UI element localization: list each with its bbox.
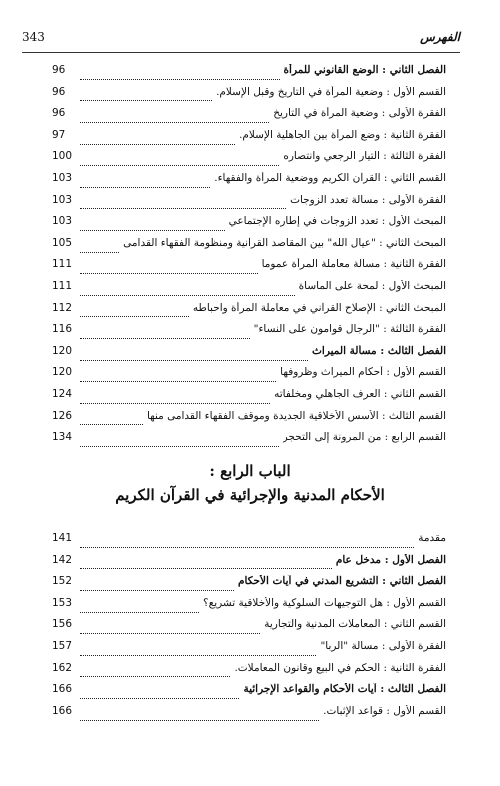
- toc-entry-label: مقدمة: [418, 532, 446, 544]
- toc-entry-page: 116: [52, 323, 73, 336]
- dot-leader: [80, 567, 332, 569]
- toc-entry: [52, 575, 446, 597]
- dot-leader: [80, 121, 269, 123]
- toc-entry: [52, 662, 446, 684]
- page-number: 343: [22, 30, 45, 44]
- dot-leader: [80, 359, 308, 361]
- toc-entry-label: القسم الثاني : القرآن الكريم ووضعية المرأة والفقهاء.: [214, 171, 446, 184]
- dot-leader: [80, 272, 258, 274]
- dot-leader: [80, 380, 276, 382]
- dot-leader: [80, 402, 270, 404]
- toc-entry-label: الفصل الثاني : التشريع المدني في آيات الأحكام: [237, 575, 446, 588]
- toc-entry: [52, 258, 446, 280]
- toc-entry-page: 141: [52, 532, 73, 544]
- toc-entry-page: 105: [52, 236, 73, 249]
- toc-entry: [52, 86, 446, 108]
- toc-entry: [52, 129, 446, 151]
- toc-entry: [52, 597, 446, 619]
- toc-entry: [52, 323, 446, 345]
- toc-entry-label: الفقرة الثالثة : "الرجال قوامون على النساء": [253, 323, 446, 336]
- toc-entry-page: 142: [52, 553, 73, 566]
- dot-leader: [80, 164, 279, 166]
- dot-leader: [80, 589, 234, 591]
- toc-entry: [52, 532, 446, 554]
- toc-entry-label: المبحث الثاني : "عيال الله" بين المقاصد القرآنية ومنظومة الفقهاء القدامى: [123, 236, 446, 249]
- toc-entry-label: الفقرة الأولى : مسألة "الربا": [320, 639, 446, 652]
- running-title: الفهرس: [420, 30, 460, 44]
- toc-entry-label: القسم الأول : هل التوجيهات السلوكية والأخلاقية تشريع؟: [203, 596, 446, 609]
- dot-leader: [80, 315, 189, 317]
- toc-entry: [52, 618, 446, 640]
- toc-entry-label: الفقرة الثانية : الحكم في البيع وقانون المعاملات.: [234, 661, 446, 674]
- dot-leader: [80, 229, 225, 231]
- dot-leader: [80, 445, 279, 447]
- toc-entry-page: 111: [52, 258, 73, 271]
- part-heading-line2: الأحكام المدنية والإجرائية في القرآن الكريم: [115, 486, 385, 504]
- toc-entry-label: الفقرة الثالثة : التيار الرجعي وانتصاره: [283, 150, 446, 163]
- toc-section-1: [52, 64, 446, 453]
- toc-entry: [52, 64, 446, 86]
- toc-entry-page: 134: [52, 431, 73, 444]
- toc-entry: [52, 280, 446, 302]
- toc-entry-page: 103: [52, 171, 73, 184]
- dot-leader: [80, 632, 260, 634]
- toc-entry-page: 111: [52, 279, 73, 292]
- toc-entry: [52, 683, 446, 705]
- dot-leader: [80, 423, 143, 425]
- dot-leader: [80, 143, 235, 145]
- toc-entry: [52, 705, 446, 727]
- toc-entry: [52, 366, 446, 388]
- dot-leader: [80, 611, 199, 613]
- toc-entry-label: الفصل الأول : مدخل عام: [335, 553, 446, 566]
- toc-entry: [52, 150, 446, 172]
- toc-entry-page: 96: [52, 107, 66, 120]
- toc-entry-label: الفصل الثاني : الوضع القانوني للمرأة: [283, 64, 446, 76]
- toc-entry: [52, 640, 446, 662]
- dot-leader: [80, 78, 280, 80]
- toc-entry-label: المبحث الثاني : الإصلاح القرآني في معاملة المرأة واحباطه: [192, 301, 446, 314]
- dot-leader: [80, 186, 210, 188]
- toc-entry-label: القسم الأول : قواعد الإثبات.: [323, 704, 446, 717]
- toc-entry: [52, 107, 446, 129]
- toc-entry-label: الفصل الثالث : آيات الأحكام والقواعد الإجرائية: [243, 683, 446, 696]
- toc-entry: [52, 172, 446, 194]
- toc-entry-label: القسم الثالث : الأسس الأخلاقية الجديدة وموقف الفقهاء القدامى منها: [146, 409, 446, 422]
- toc-entry-page: 153: [52, 596, 73, 609]
- toc-entry-label: الفقرة الأولى : وضعية المرأة في التاريخ: [273, 107, 446, 120]
- part-heading-line1: الباب الرابع :: [209, 462, 291, 480]
- toc-entry-page: 103: [52, 215, 73, 228]
- dot-leader: [80, 337, 250, 339]
- toc-entry-label: القسم الثاني : المعاملات المدنية والتجارية: [264, 618, 446, 631]
- dot-leader: [80, 294, 295, 296]
- toc-entry-page: 97: [52, 128, 66, 141]
- toc-entry: [52, 194, 446, 216]
- toc-entry-page: 112: [52, 301, 73, 314]
- toc-entry-page: 96: [52, 64, 66, 76]
- dot-leader: [80, 99, 212, 101]
- toc-entry-label: الفقرة الأولى : مسألة تعدد الزوجات: [290, 193, 446, 206]
- toc-entry-page: 103: [52, 193, 73, 206]
- toc-entry-label: القسم الرابع : من المرونة إلى التحجر: [282, 431, 446, 444]
- header-rule: [22, 52, 460, 53]
- toc-entry-page: 120: [52, 366, 73, 379]
- dot-leader: [80, 251, 119, 253]
- toc-entry-page: 96: [52, 85, 66, 98]
- toc-entry: [52, 302, 446, 324]
- toc-entry-label: الفقرة الثانية : مسألة معاملة المرأة عموما: [261, 258, 446, 271]
- toc-entry-page: 166: [52, 683, 73, 696]
- dot-leader: [80, 654, 316, 656]
- toc-entry-page: 124: [52, 387, 73, 400]
- part-heading: [40, 462, 460, 504]
- toc-entry-page: 157: [52, 639, 73, 652]
- toc-entry-page: 100: [52, 150, 73, 163]
- toc-entry: [52, 237, 446, 259]
- dot-leader: [80, 697, 239, 699]
- toc-entry-label: القسم الثاني : العرف الجاهلي ومخلفاته: [274, 387, 446, 400]
- toc-section-2: [52, 532, 446, 726]
- toc-entry: [52, 431, 446, 453]
- toc-entry: [52, 410, 446, 432]
- toc-entry: [52, 215, 446, 237]
- dot-leader: [80, 207, 286, 209]
- toc-entry: [52, 388, 446, 410]
- toc-entry-page: 120: [52, 344, 73, 357]
- toc-entry-page: 152: [52, 575, 73, 588]
- toc-entry-label: القسم الأول : وضعية المرأة في التاريخ وقبل الإسلام.: [216, 85, 446, 98]
- toc-entry-label: القسم الأول : أحكام الميراث وظروفها: [280, 366, 446, 379]
- toc-entry-label: الفصل الثالث : مسألة الميراث: [312, 344, 446, 357]
- dot-leader: [80, 719, 319, 721]
- toc-entry-page: 156: [52, 618, 73, 631]
- toc-entry-page: 166: [52, 704, 73, 717]
- toc-entry-page: 162: [52, 661, 73, 674]
- dot-leader: [80, 675, 230, 677]
- toc-entry-label: المبحث الأول : لمحة على المأساة: [298, 279, 446, 292]
- dot-leader: [80, 546, 414, 548]
- toc-entry-page: 126: [52, 409, 73, 422]
- toc-entry-label: الفقرة الثانية : وضع المرأة بين الجاهلية الإسلام.: [239, 128, 446, 141]
- toc-entry-label: المبحث الأول : تعدد الزوجات في إطاره الإجتماعي: [228, 215, 446, 228]
- toc-entry: [52, 345, 446, 367]
- page-header: [22, 30, 460, 50]
- toc-entry: [52, 554, 446, 576]
